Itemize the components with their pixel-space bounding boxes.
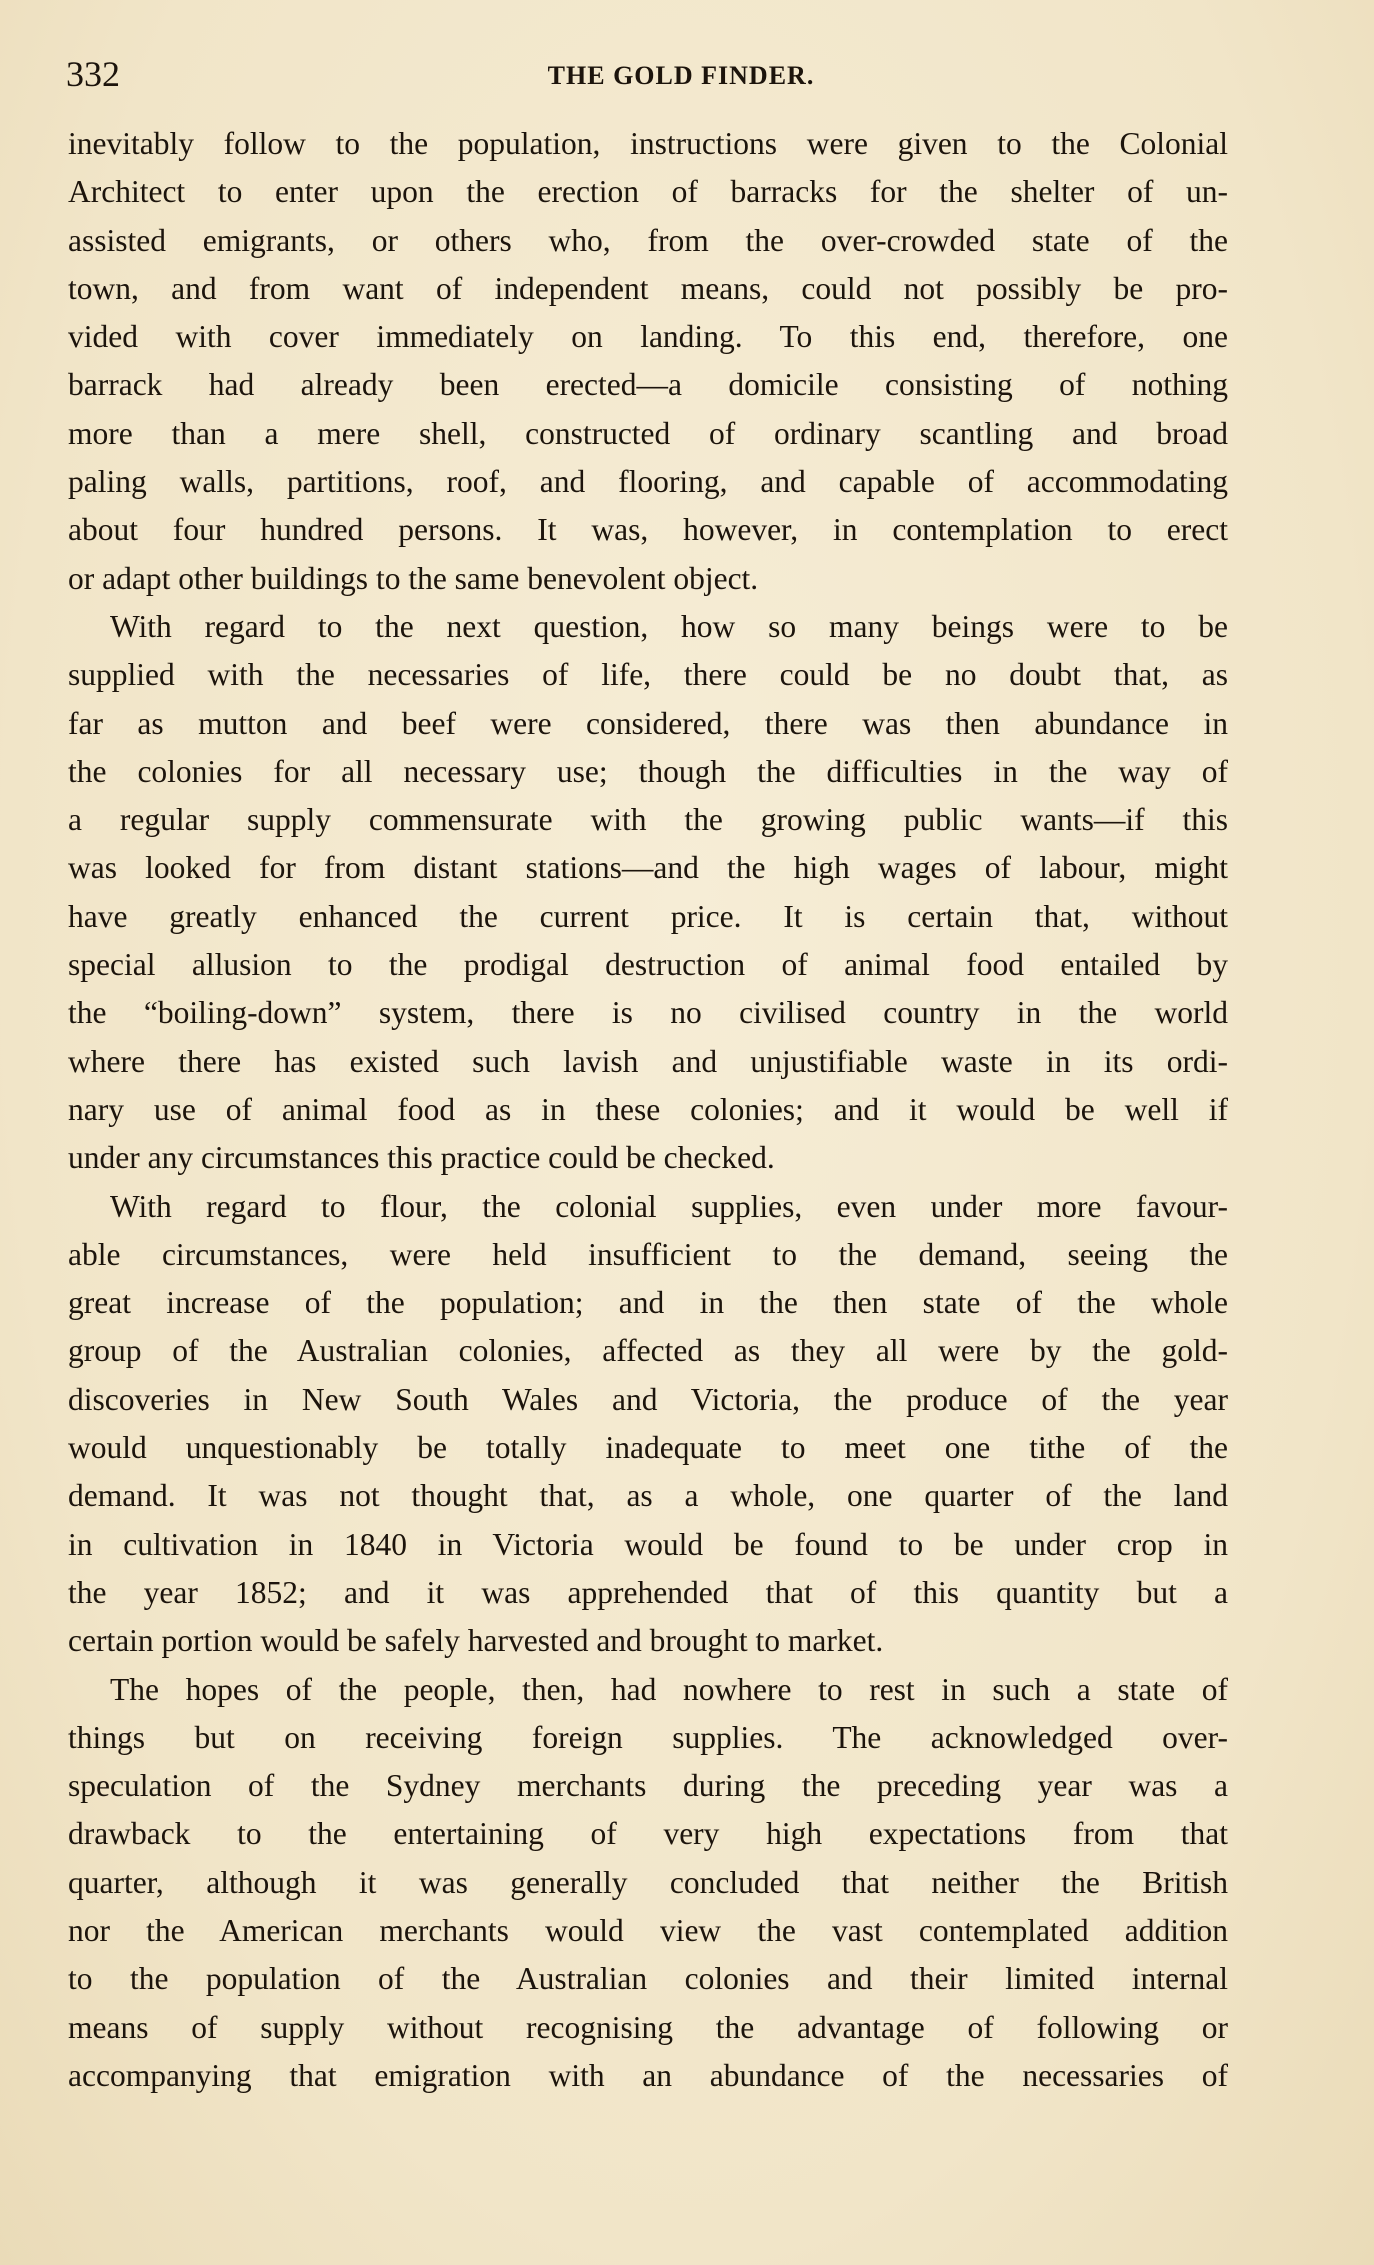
page-number: 332	[66, 54, 120, 94]
text-line: in cultivation in 1840 in Victoria would be found to be under crop in	[68, 1526, 1228, 1562]
text-line: assisted emigrants, or others who, from the over-crowded state of the	[68, 222, 1228, 258]
text-line: drawback to the entertaining of very high expectations from that	[68, 1816, 1228, 1852]
text-line: With regard to flour, the colonial supplies, even under more favour-	[110, 1188, 1228, 1224]
text-line: where there has existed such lavish and unjustifiable waste in its ordi-	[68, 1043, 1228, 1079]
text-line: group of the Australian colonies, affected as they all were by the gold-	[68, 1333, 1228, 1369]
text-line: things but on receiving foreign supplies. The acknowledged over-	[68, 1719, 1228, 1755]
text-line: speculation of the Sydney merchants during the preceding year was a	[68, 1768, 1228, 1804]
page-header	[66, 50, 1236, 98]
text-line: far as mutton and beef were considered, there was then abundance in	[68, 705, 1228, 741]
text-line: paling walls, partitions, roof, and flooring, and capable of accommodating	[68, 464, 1228, 500]
text-line: nor the American merchants would view the vast contemplated addition	[68, 1912, 1228, 1948]
text-line: the colonies for all necessary use; though the difficulties in the way of	[68, 753, 1228, 789]
text-line: certain portion would be safely harvested and brought to market.	[68, 1623, 884, 1659]
text-line: quarter, although it was generally concluded that neither the British	[68, 1864, 1228, 1900]
text-line: able circumstances, were held insufficient to the demand, seeing the	[68, 1236, 1228, 1272]
text-line: great increase of the population; and in the then state of the whole	[68, 1285, 1228, 1321]
text-line: inevitably follow to the population, instructions were given to the Colonial	[68, 126, 1228, 161]
text-line: demand. It was not thought that, as a whole, one quarter of the land	[68, 1478, 1228, 1514]
text-line: have greatly enhanced the current price. It is certain that, without	[68, 898, 1228, 934]
text-line: The hopes of the people, then, had nowhere to rest in such a state of	[110, 1671, 1228, 1707]
text-line: With regard to the next question, how so many beings were to be	[110, 608, 1228, 644]
text-line: supplied with the necessaries of life, there could be no doubt that, as	[68, 657, 1228, 693]
text-line: was looked for from distant stations—and the high wages of labour, might	[68, 850, 1228, 886]
text-line: Architect to enter upon the erection of barracks for the shelter of un-	[68, 174, 1228, 210]
running-head: THE GOLD FINDER.	[547, 61, 815, 90]
text-line: means of supply without recognising the advantage of following or	[68, 2009, 1228, 2045]
text-line: under any circumstances this practice could be checked.	[68, 1140, 775, 1176]
text-line: a regular supply commensurate with the growing public wants—if this	[68, 802, 1228, 838]
body-text	[68, 120, 1228, 2100]
text-line: accompanying that emigration with an abundance of the necessaries of	[68, 2057, 1228, 2093]
text-line: barrack had already been erected—a domicile consisting of nothing	[68, 367, 1228, 403]
text-line: vided with cover immediately on landing. To this end, therefore, one	[68, 319, 1228, 355]
text-line: more than a mere shell, constructed of ordinary scantling and broad	[68, 415, 1228, 451]
text-line: about four hundred persons. It was, however, in contemplation to erect	[68, 512, 1228, 548]
text-line: nary use of animal food as in these colonies; and it would be well if	[68, 1091, 1228, 1127]
text-line: the year 1852; and it was apprehended that of this quantity but a	[68, 1574, 1228, 1610]
text-line: would unquestionably be totally inadequate to meet one tithe of the	[68, 1430, 1228, 1466]
text-line: the “boiling-down” system, there is no civilised country in the world	[68, 995, 1228, 1031]
text-line: discoveries in New South Wales and Victoria, the produce of the year	[68, 1381, 1228, 1417]
text-line: to the population of the Australian colonies and their limited internal	[68, 1961, 1228, 1997]
text-line: special allusion to the prodigal destruction of animal food entailed by	[68, 947, 1228, 983]
text-line: or adapt other buildings to the same benevolent object.	[68, 560, 759, 596]
text-line: town, and from want of independent means, could not possibly be pro-	[68, 270, 1228, 306]
